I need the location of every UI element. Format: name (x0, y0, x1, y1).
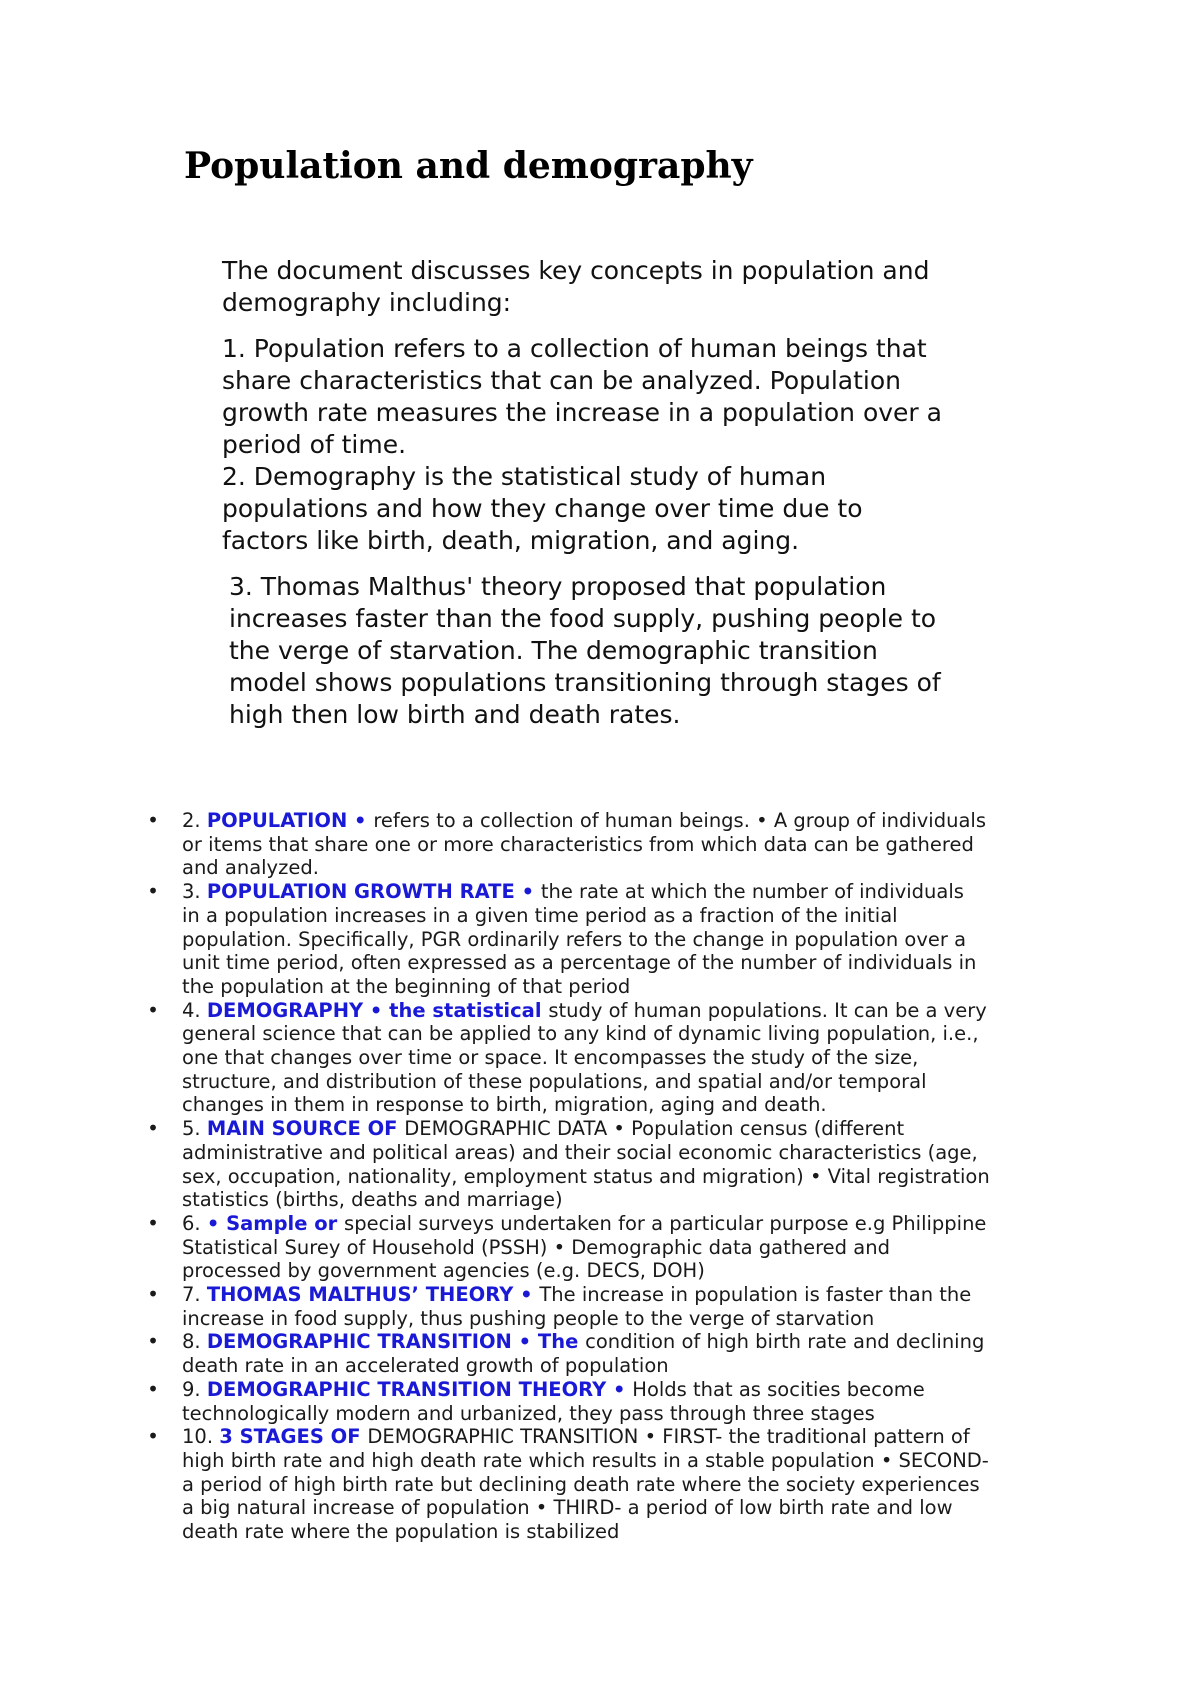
summary-point-1 (222, 333, 1042, 461)
list-item-text-line: technologically modern and urbanized, they pass through three stages (182, 1401, 875, 1425)
list-item-text-line: and analyzed. (182, 856, 319, 880)
bullet-icon: • (147, 1282, 159, 1307)
summary-line: increases faster than the food supply, pushing people to (229, 604, 937, 633)
list-item-text-line: population. Specifically, PGR ordinarily refers to the change in population over a (182, 927, 967, 951)
list-item-text-line: statistics (births, deaths and marriage) (182, 1188, 563, 1212)
list-item-keyword: POPULATION • (206, 809, 374, 832)
list-item (146, 1283, 1046, 1330)
list-item-first-line (182, 1378, 1046, 1402)
list-item-text: DEMOGRAPHIC TRANSITION • FIRST- the traditional pattern of (367, 1425, 970, 1449)
bullet-icon: • (147, 1424, 159, 1449)
summary-line: The document discusses key concepts in population and (222, 256, 930, 285)
bullet-icon: • (147, 1376, 159, 1401)
list-item (146, 880, 1046, 999)
summary-line: demography including: (222, 288, 512, 317)
list-item (146, 1425, 1046, 1544)
list-item-text-line: the population at the beginning of that period (182, 974, 631, 998)
list-item-text-line: high birth rate and high death rate which results in a stable population • SECOND- (182, 1448, 989, 1472)
summary-line: 1. Population refers to a collection of human beings that (222, 334, 927, 363)
bullet-icon: • (147, 997, 159, 1022)
list-item-keyword: DEMOGRAPHIC TRANSITION • The (206, 1330, 586, 1354)
list-item-number: 7. (182, 1283, 207, 1307)
list-item-first-line (182, 880, 1046, 904)
list-item-text-line: a period of high birth rate but declining death rate where the society experiences (182, 1472, 980, 1496)
list-item-first-line (182, 809, 1046, 833)
list-item-text-line: unit time period, often expressed as a percentage of the number of individuals in (182, 951, 977, 975)
list-item-first-line (182, 1330, 1046, 1354)
list-item-first-line (182, 1117, 1046, 1141)
list-item-text: refers to a collection of human beings. • A group of individuals (373, 809, 986, 832)
list-item-keyword: MAIN SOURCE OF (206, 1117, 405, 1141)
summary-line: growth rate measures the increase in a population over a (222, 398, 942, 427)
bullet-icon: • (147, 879, 159, 904)
summary-line: factors like birth, death, migration, and aging. (222, 526, 800, 555)
bullet-icon: • (147, 808, 159, 832)
bullet-icon: • (147, 1329, 159, 1354)
list-item-number: 8. (182, 1330, 207, 1354)
list-item-text-line: increase in food supply, thus pushing people to the verge of starvation (182, 1306, 875, 1330)
list-item-text: condition of high birth rate and declining (585, 1330, 985, 1354)
list-item-first-line (182, 1212, 1046, 1236)
document-title: Population and demography (184, 145, 753, 187)
list-item-keyword: DEMOGRAPHIC TRANSITION THEORY • (206, 1377, 633, 1401)
list-item-text-line: one that changes over time or space. It encompasses the study of the size, (182, 1046, 919, 1070)
list-item-number: 2. (182, 809, 207, 832)
list-item (146, 999, 1046, 1118)
list-item (146, 1212, 1046, 1283)
list-item-text-line: changes in them in response to birth, migration, aging and death. (182, 1093, 827, 1117)
bullet-icon: • (147, 1116, 159, 1141)
list-item-number: 6. (182, 1211, 207, 1235)
list-item-first-line (182, 1425, 1046, 1449)
list-item-text-line: general science that can be applied to any kind of dynamic living population, i.e., (182, 1022, 979, 1046)
list-item (146, 1117, 1046, 1212)
list-item-text: study of human populations. It can be a very (548, 998, 987, 1022)
summary-line: the verge of starvation. The demographic transition (229, 636, 878, 665)
list-item-first-line (182, 999, 1046, 1023)
bullet-icon: • (147, 1210, 159, 1235)
list-item-keyword: POPULATION GROWTH RATE • (206, 880, 541, 904)
list-item-first-line (182, 1283, 1046, 1307)
list-item-number: 9. (182, 1377, 207, 1401)
summary-line: 3. Thomas Malthus' theory proposed that population (229, 572, 887, 601)
list-item-text-line: or items that share one or more characteristics from which data can be gathered (182, 832, 974, 856)
summary-point-3 (222, 571, 1042, 731)
list-item-keyword: THOMAS MALTHUS’ THEORY • (206, 1283, 540, 1307)
list-item-text: DEMOGRAPHIC DATA • Population census (different (404, 1117, 905, 1141)
summary-line: model shows populations transitioning through stages of (229, 668, 941, 697)
list-item-text-line: in a population increases in a given time period as a fraction of the initial (182, 903, 898, 927)
summary-intro (222, 255, 1042, 319)
list-item-text-line: processed by government agencies (e.g. DECS, DOH) (182, 1259, 705, 1283)
summary-point-2 (222, 461, 1042, 557)
list-item-text-line: structure, and distribution of these populations, and spatial and/or temporal (182, 1069, 927, 1093)
list-item-number: 10. (182, 1425, 220, 1449)
list-item-text-line: Statistical Surey of Household (PSSH) • Demographic data gathered and (182, 1235, 890, 1259)
list-item-keyword: 3 STAGES OF (219, 1425, 368, 1449)
list-item-text-line: death rate in an accelerated growth of population (182, 1354, 669, 1378)
definitions-list (146, 809, 1046, 1544)
list-item (146, 809, 1046, 880)
list-item-text-line: administrative and political areas) and their social economic characteristics (age, (182, 1140, 978, 1164)
list-item-text: the rate at which the number of individuals (540, 880, 964, 904)
summary-line: share characteristics that can be analyzed. Population (222, 366, 902, 395)
list-item-number: 3. (182, 880, 207, 904)
list-item-text: Holds that as socities become (632, 1377, 925, 1401)
list-item-number: 4. (182, 998, 207, 1022)
summary-line: 2. Demography is the statistical study of human (222, 462, 827, 491)
list-item-keyword: • Sample or (206, 1211, 345, 1235)
summary-line: high then low birth and death rates. (229, 700, 681, 729)
list-item-text-line: sex, occupation, nationality, employment status and migration) • Vital registration (182, 1164, 990, 1188)
summary-line: period of time. (222, 430, 407, 459)
list-item-text-line: death rate where the population is stabilized (182, 1520, 620, 1544)
summary-line: populations and how they change over time due to (222, 494, 863, 523)
list-item-keyword: DEMOGRAPHY • the statistical (206, 998, 549, 1022)
list-item (146, 1330, 1046, 1377)
list-item-text: The increase in population is faster than the (539, 1283, 972, 1307)
list-item-text: special surveys undertaken for a particular purpose e.g Philippine (344, 1211, 987, 1235)
list-item (146, 1378, 1046, 1425)
summary-block (222, 255, 1042, 731)
list-item-number: 5. (182, 1117, 207, 1141)
list-item-text-line: a big natural increase of population • THIRD- a period of low birth rate and low (182, 1496, 953, 1520)
